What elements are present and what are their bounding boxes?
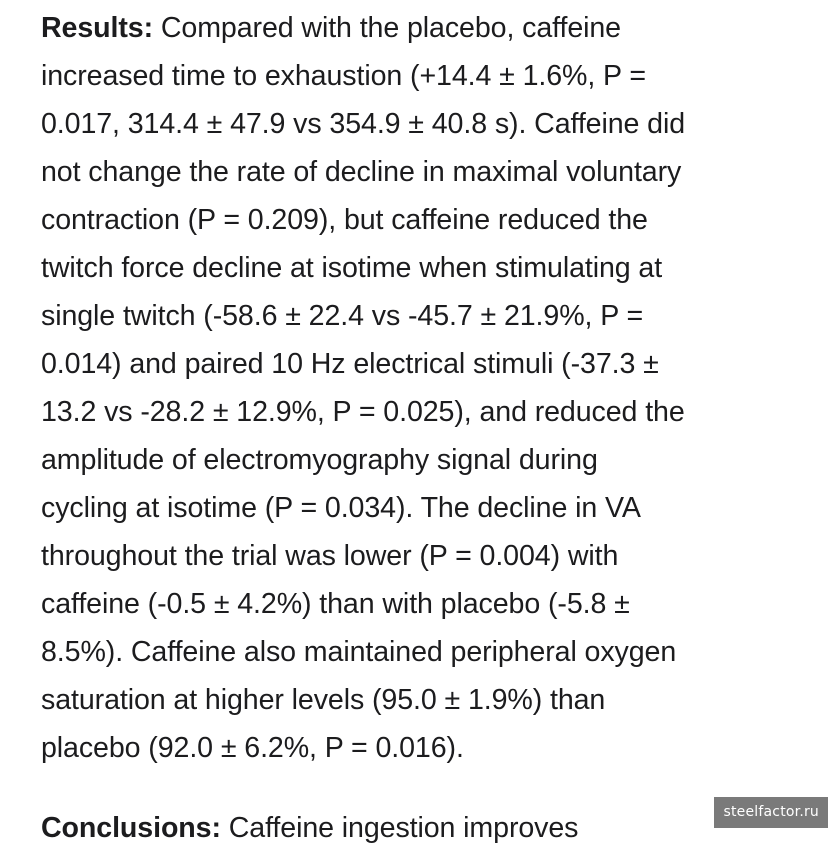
results-line: contraction (P = 0.209), but caffeine reduced the [41,204,648,236]
results-line: single twitch (-58.6 ± 22.4 vs -45.7 ± 21.9%, P = [41,300,644,332]
results-line: caffeine (-0.5 ± 4.2%) than with placebo (-5.8 ± [41,588,630,620]
results-line: amplitude of electromyography signal during [41,444,598,476]
results-line: 13.2 vs -28.2 ± 12.9%, P = 0.025), and reduced the [41,396,685,428]
results-paragraph [41,4,801,772]
results-line: 8.5%). Caffeine also maintained peripheral oxygen [41,636,677,668]
conclusions-line [41,804,801,852]
results-line: throughout the trial was lower (P = 0.004) with [41,540,619,572]
results-line: 0.017, 314.4 ± 47.9 vs 354.9 ± 40.8 s). Caffeine did [41,108,686,140]
conclusions-paragraph [41,804,801,852]
results-line: placebo (92.0 ± 6.2%, P = 0.016). [41,732,464,764]
conclusions-label: Conclusions: [41,812,221,844]
results-line: not change the rate of decline in maximal voluntary [41,156,682,188]
conclusions-line-text: Caffeine ingestion improves [220,812,579,844]
results-line: twitch force decline at isotime when stimulating at [41,252,663,284]
results-line [41,4,801,52]
results-line: cycling at isotime (P = 0.034). The decline in VA [41,492,641,524]
results-line: saturation at higher levels (95.0 ± 1.9%) than [41,684,606,716]
results-label: Results: [41,12,154,44]
results-line: increased time to exhaustion (+14.4 ± 1.6%, P = [41,60,646,92]
watermark-badge: steelfactor.ru [714,797,828,828]
results-line-text: Compared with the placebo, caffeine [153,12,621,44]
results-line: 0.014) and paired 10 Hz electrical stimuli (-37.3 ± [41,348,659,380]
abstract-document [41,4,801,852]
